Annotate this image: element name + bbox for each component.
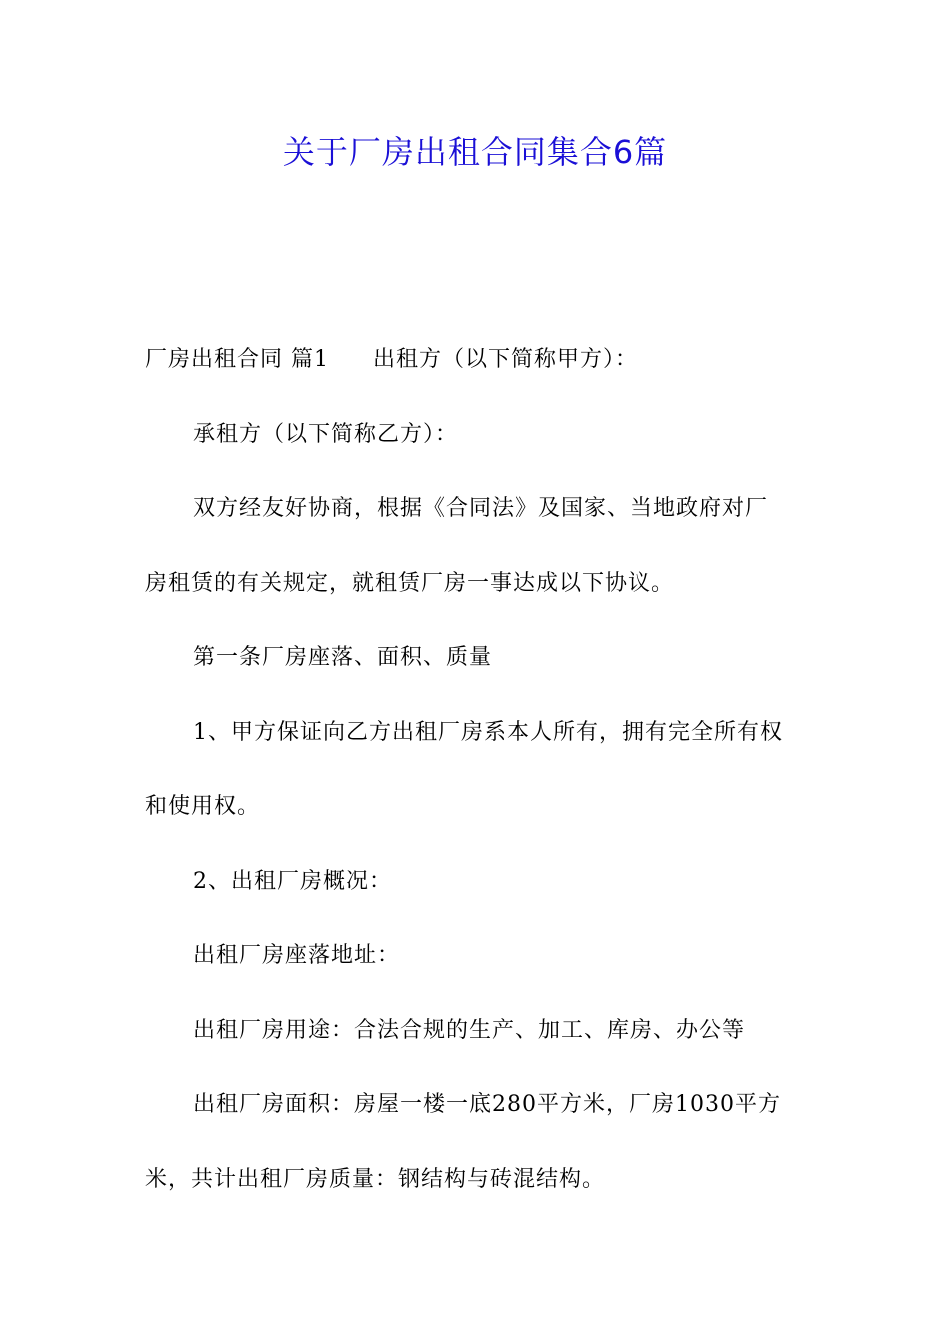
paragraph-line: 出租厂房用途：合法合规的生产、加工、库房、办公等 bbox=[193, 1018, 746, 1043]
document-title: 关于厂房出租合同集合6篇 bbox=[282, 133, 668, 171]
lessor-label: 出租方（以下简称甲方）： bbox=[373, 347, 639, 372]
paragraph-line: 出租厂房座落地址： bbox=[193, 943, 401, 968]
paragraph-line: 米，共计出租厂房质量：钢结构与砖混结构。 bbox=[145, 1167, 606, 1192]
paragraph-line: 1、甲方保证向乙方出租厂房系本人所有，拥有完全所有权 bbox=[193, 720, 783, 745]
paragraph-line: 2、出租厂房概况： bbox=[193, 869, 392, 894]
paragraph-line: 第一条厂房座落、面积、质量 bbox=[193, 645, 493, 670]
section-heading: 厂房出租合同 篇1 bbox=[145, 347, 329, 372]
paragraph-line: 房租赁的有关规定，就租赁厂房一事达成以下协议。 bbox=[145, 571, 675, 596]
paragraph-line: 出租厂房面积：房屋一楼一底280平方米，厂房1030平方 bbox=[193, 1092, 781, 1117]
paragraph-line: 承租方（以下简称乙方）： bbox=[193, 422, 459, 447]
first-line bbox=[145, 340, 638, 380]
paragraph-line: 双方经友好协商，根据《合同法》及国家、当地政府对厂 bbox=[193, 496, 769, 521]
paragraph-line: 和使用权。 bbox=[145, 794, 261, 819]
